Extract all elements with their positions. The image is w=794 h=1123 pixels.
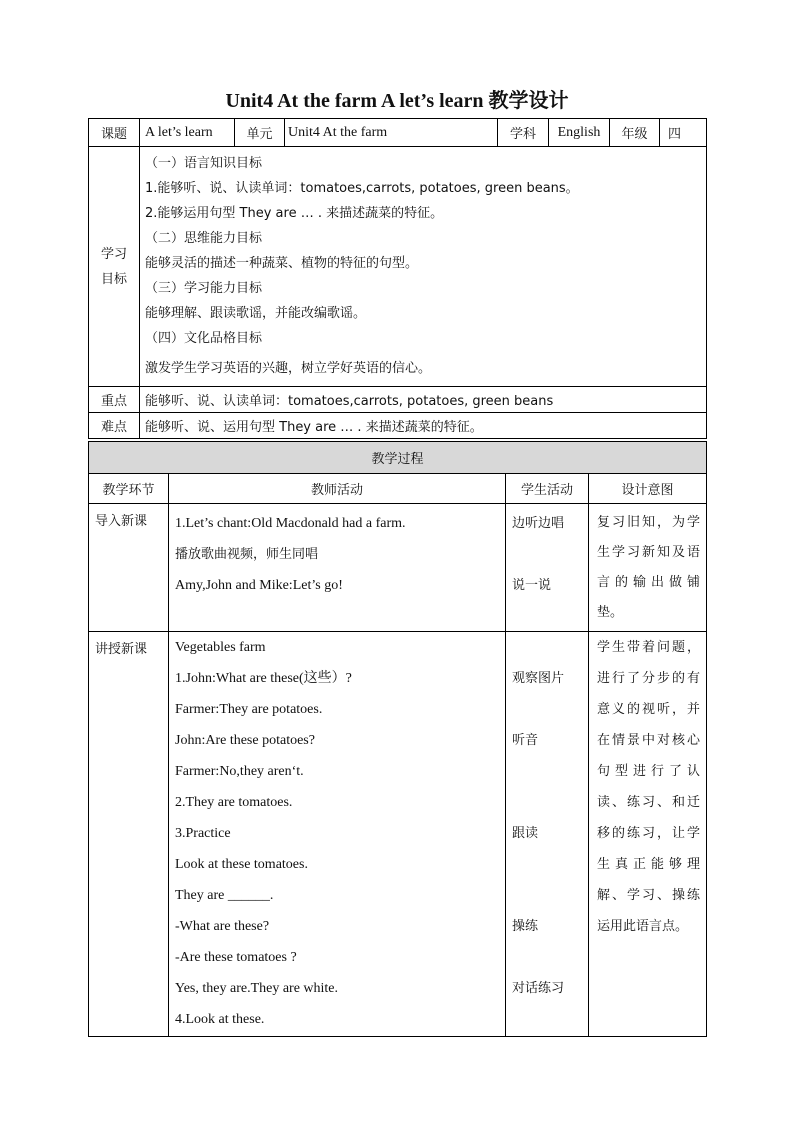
teacher-line: 播放歌曲视频，师生同唱	[175, 547, 319, 562]
teacher-line: 4.Look at these.	[175, 1012, 265, 1027]
objective-line: 能够灵活的描述一种蔬菜、植物的特征的句型。	[145, 256, 419, 271]
student-line	[512, 849, 588, 880]
teach-student	[506, 632, 589, 1037]
teacher-line: Vegetables farm	[175, 640, 266, 655]
unit-value: Unit4 At the farm	[285, 119, 498, 147]
teacher-line: 1.John:What are these(这些）?	[175, 671, 352, 686]
objectives-label	[89, 147, 140, 387]
student-line: 边听边唱	[512, 516, 565, 531]
objective-line: 2.能够运用句型 They are … . 来描述蔬菜的特征。	[145, 206, 444, 221]
teacher-line: Yes, they are.They are white.	[175, 981, 339, 996]
student-line	[512, 787, 588, 818]
teacher-line: They are ______.	[175, 888, 274, 903]
teacher-line: 2.They are tomatoes.	[175, 795, 293, 810]
student-line: 说一说	[512, 578, 552, 593]
key-points-text: 能够听、说、认读单词：tomatoes,carrots, potatoes, green beans	[140, 387, 707, 413]
student-line: 跟读	[512, 826, 539, 841]
teacher-line: Farmer:No,they aren‘t.	[175, 764, 304, 779]
grade-value: 四	[660, 119, 707, 147]
objective-line: 激发学生学习英语的兴趣，树立学好英语的信心。	[145, 361, 432, 376]
unit-label: 单元	[235, 119, 285, 147]
intro-student	[506, 504, 589, 632]
objective-line: 能够理解、跟读歌谣，并能改编歌谣。	[145, 306, 367, 321]
student-line: 观察图片	[512, 671, 565, 686]
intro-teacher	[169, 504, 506, 632]
objective-line: （三）学习能力目标	[145, 281, 263, 296]
intent-text: 复习旧知，为学生学习新知及语言的输出做铺垫。	[597, 515, 701, 620]
objectives-content	[140, 147, 707, 387]
objective-line: 1.能够听、说、认读单词：tomatoes,carrots, potatoes, green beans。	[145, 181, 579, 196]
student-line: 听音	[512, 733, 539, 748]
teacher-line: Amy,John and Mike:Let’s go!	[175, 578, 343, 593]
subject-label: 学科	[498, 119, 549, 147]
student-line	[512, 539, 588, 570]
intent-text: 学生带着问题，进行了分步的有意义的视听，并在情景中对核心句型进行了认读、练习、和迁移的练习，让学生真正能够理解、学习、操练运用此语言点。	[597, 640, 701, 934]
objective-line: （四）文化品格目标	[145, 331, 263, 346]
teacher-line: John:Are these potatoes?	[175, 733, 315, 748]
teacher-line: -What are these?	[175, 919, 270, 934]
difficulties-label: 难点	[89, 413, 140, 439]
teacher-line: -Are these tomatoes ?	[175, 950, 297, 965]
student-line	[512, 632, 588, 663]
teacher-line: 3.Practice	[175, 826, 231, 841]
subject-value: English	[549, 119, 610, 147]
objective-line: （一）语言知识目标	[145, 156, 263, 171]
lesson-value: A let’s learn	[140, 119, 235, 147]
student-line	[512, 942, 588, 973]
teach-teacher	[169, 632, 506, 1037]
difficulties-text: 能够听、说、运用句型 They are … . 来描述蔬菜的特征。	[140, 413, 707, 439]
info-table	[88, 118, 707, 439]
process-table	[88, 441, 707, 1037]
column-header: 设计意图	[589, 474, 707, 504]
process-heading: 教学过程	[89, 442, 707, 474]
teach-intent	[589, 632, 707, 1037]
teach-stage: 讲授新课	[89, 632, 169, 1037]
teacher-line: Look at these tomatoes.	[175, 857, 308, 872]
student-line	[512, 756, 588, 787]
column-header: 教师活动	[169, 474, 506, 504]
objectives-label-line1: 学习	[100, 246, 127, 262]
teacher-line: Farmer:They are potatoes.	[175, 702, 323, 717]
student-line: 对话练习	[512, 981, 565, 996]
student-line: 操练	[512, 919, 539, 934]
column-header: 学生活动	[506, 474, 589, 504]
lesson-label: 课题	[89, 119, 140, 147]
intro-intent	[589, 504, 707, 632]
key-points-label: 重点	[89, 387, 140, 413]
student-line	[512, 880, 588, 911]
column-header: 教学环节	[89, 474, 169, 504]
teacher-line: 1.Let’s chant:Old Macdonald had a farm.	[175, 516, 406, 531]
objective-line: （二）思维能力目标	[145, 231, 263, 246]
grade-label: 年级	[610, 119, 660, 147]
student-line	[512, 1004, 588, 1035]
objectives-label-line2: 目标	[100, 271, 127, 287]
student-line	[512, 694, 588, 725]
document-title: Unit4 At the farm A let’s learn 教学设计	[225, 90, 569, 112]
intro-stage: 导入新课	[89, 504, 169, 632]
